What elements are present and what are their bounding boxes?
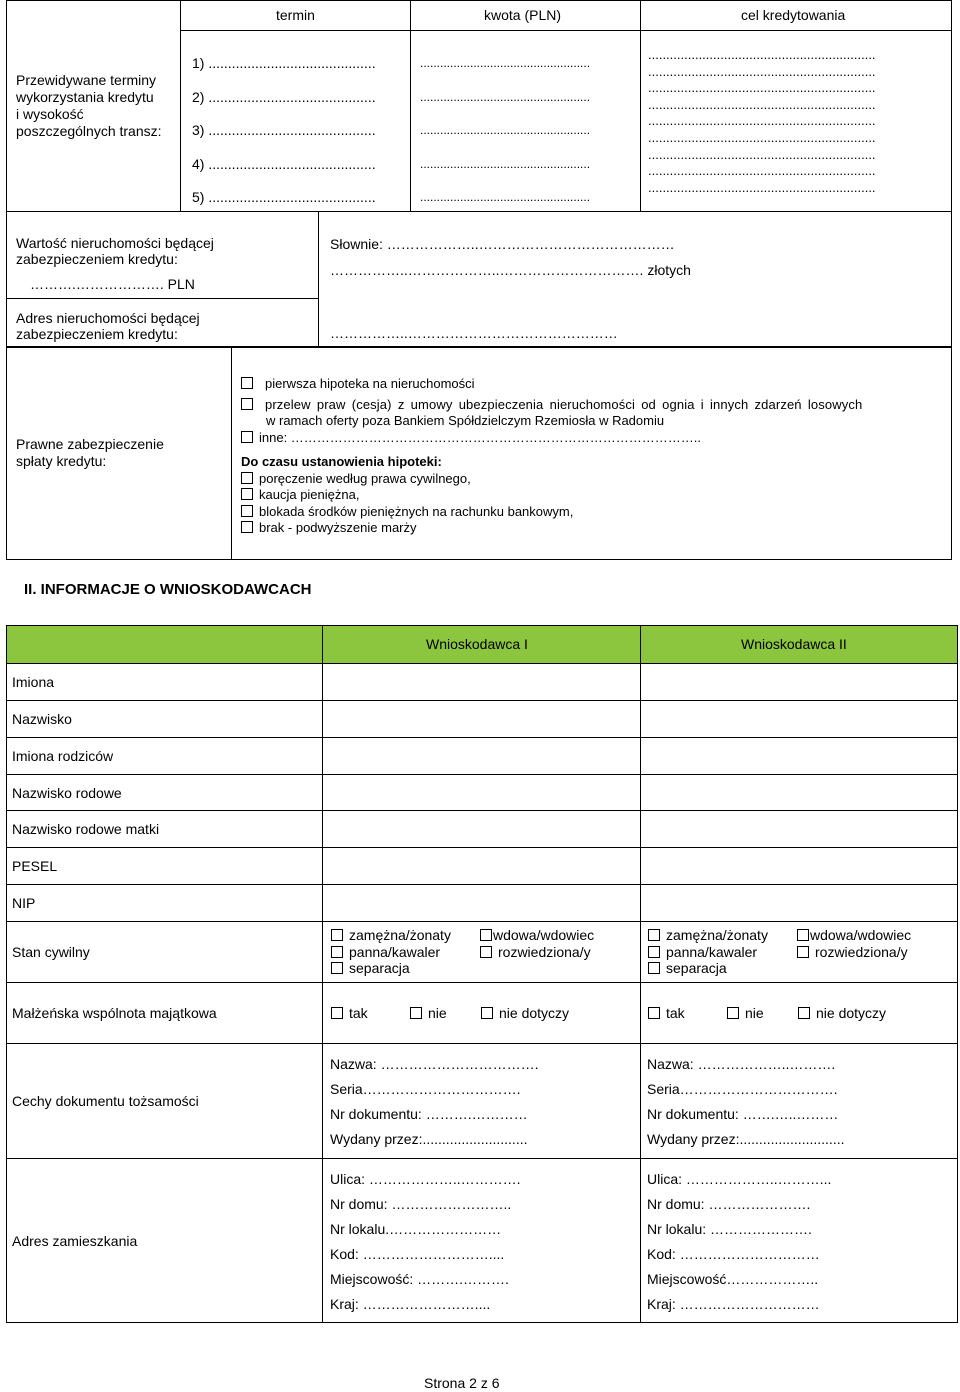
id-issuer-field-1[interactable]: Wydany przez:........................... (330, 1131, 528, 1147)
postal-code-field-1[interactable]: Kod: ……………………….... (330, 1246, 505, 1262)
checkbox-icon[interactable] (648, 929, 660, 941)
option-cession[interactable]: przelew praw (cesja) z umowy ubezpieczenia nieruchomości od ognia i innych zdarzeń losowych (241, 397, 862, 414)
cel-field-9[interactable]: ............................................................... (648, 179, 876, 195)
checkbox-icon[interactable] (480, 946, 492, 958)
regime-yes-2[interactable]: tak (648, 1005, 685, 1022)
street-field-1[interactable]: Ulica: ………………..…………. (330, 1171, 521, 1187)
postal-code-field-2[interactable]: Kod: ………………………… (647, 1246, 820, 1262)
termin-field-4[interactable]: 4) ........................................... (192, 155, 376, 172)
civil-married-2[interactable]: zamężna/żonaty (648, 927, 768, 944)
property-value-field[interactable]: ……….………………. PLN (30, 276, 195, 292)
cel-field-3[interactable]: ............................................................... (648, 80, 876, 96)
row-label-nip: NIP (12, 895, 36, 911)
regime-no-1[interactable]: nie (410, 1005, 447, 1022)
termin-field-5[interactable]: 5) ........................................... (192, 189, 376, 205)
checkbox-icon[interactable] (241, 505, 253, 517)
checkbox-icon[interactable] (241, 398, 253, 410)
row-label-stan-cywilny: Stan cywilny (12, 944, 90, 960)
civil-status-2 (648, 927, 768, 977)
checkbox-icon[interactable] (331, 946, 343, 958)
civil-status-1b (480, 927, 594, 960)
checkbox-icon[interactable] (481, 1007, 493, 1019)
interim-title: Do czasu ustanowienia hipoteki: (241, 454, 442, 469)
civil-single-1[interactable]: panna/kawaler (331, 944, 451, 961)
checkbox-icon[interactable] (798, 1007, 810, 1019)
kwota-field-2[interactable]: ................................................... (420, 89, 591, 104)
checkbox-icon[interactable] (331, 1007, 343, 1019)
id-number-field-1[interactable]: Nr dokumentu: ……….………… (330, 1106, 528, 1122)
checkbox-icon[interactable] (241, 377, 253, 389)
interim-guarantee[interactable]: poręczenie według prawa cywilnego, (241, 471, 862, 488)
city-field-1[interactable]: Miejscowość: ……….………. (330, 1271, 509, 1287)
street-field-2[interactable]: Ulica: ………………..………... (647, 1171, 832, 1187)
property-value-words[interactable]: Słownie: ………………..…………………………………… (330, 236, 675, 252)
civil-widowed-1[interactable]: wdowa/wdowiec (480, 927, 594, 944)
id-number-field-2[interactable]: Nr dokumentu: …….…..……… (647, 1106, 839, 1122)
id-fields-2 (647, 1052, 844, 1152)
house-number-field-1[interactable]: Nr domu: …………………….. (330, 1196, 512, 1212)
kwota-field-5[interactable]: ................................................... (420, 190, 591, 204)
checkbox-icon[interactable] (331, 962, 343, 974)
row-label-nazwisko-rodowe-matki: Nazwisko rodowe matki (12, 821, 160, 837)
termin-fields (192, 47, 376, 215)
country-field-1[interactable]: Kraj: …………………….... (330, 1296, 491, 1312)
security-options: pierwsza hipoteka na nieruchomości przelew praw (cesja) z umowy ubezpieczenia nieruchomości od ognia i innych zdarzeń losowych w ramach oferty poza Bankiem Spółdzielczym Rzemiosła w Radomiu inne: ………………………………………………………………………………….. Do czasu ustanowienia hipoteki: poręczenie według prawa cywilnego, kaucja pieniężna, blokada środków pieniężnych na rachunku bankowym, brak - podwyższenie marży (241, 376, 863, 535)
property-address-field[interactable]: ……………..……………………………………… (330, 325, 618, 341)
imiona-field-1[interactable] (323, 664, 639, 700)
regime-yes-1[interactable]: tak (331, 1005, 368, 1022)
city-field-2[interactable]: Miejscowość……………….. (647, 1271, 819, 1287)
applicant-2-header: Wnioskodawca II (741, 636, 847, 652)
checkbox-icon[interactable] (241, 431, 253, 443)
id-series-field-2[interactable]: Seria……………………………. (647, 1081, 838, 1097)
cel-field-2[interactable]: ............................................................... (648, 63, 876, 79)
civil-separated-2[interactable]: separacja (648, 960, 768, 977)
apartment-field-2[interactable]: Nr lokalu: …………………. (647, 1221, 812, 1237)
termin-field-2[interactable]: 2) ........................................... (192, 88, 376, 105)
header-termin: termin (276, 7, 315, 23)
checkbox-icon[interactable] (648, 962, 660, 974)
interim-block[interactable]: blokada środków pieniężnych na rachunku bankowym, (241, 504, 862, 521)
id-name-field-2[interactable]: Nazwa: ………………..………. (647, 1056, 836, 1072)
page-number: Strona 2 z 6 (424, 1375, 500, 1391)
address-fields-1 (330, 1167, 521, 1317)
row-label-imiona: Imiona (12, 674, 55, 690)
option-first-mortgage[interactable]: pierwsza hipoteka na nieruchomości (241, 376, 862, 393)
cel-fields (648, 47, 876, 196)
civil-married-1[interactable]: zamężna/żonaty (331, 927, 451, 944)
kwota-field-4[interactable]: ................................................... (420, 156, 591, 171)
security-label: Prawne zabezpieczenie spłaty kredytu: (16, 436, 164, 469)
cel-field-5[interactable]: ............................................................... (648, 113, 876, 129)
checkbox-icon[interactable] (480, 929, 492, 941)
civil-divorced-2[interactable]: rozwiedziona/y (797, 944, 911, 961)
cel-field-7[interactable]: ............................................................... (648, 146, 876, 162)
section-title: II. INFORMACJE O WNIOSKODAWCACH (24, 581, 312, 598)
kwota-field-3[interactable]: ................................................... (420, 123, 591, 137)
civil-status-2b (797, 927, 911, 960)
interim-margin[interactable]: brak - podwyższenie marży (241, 520, 862, 537)
property-value-label: Wartość nieruchomości będącej zabezpieczeniem kredytu: (16, 235, 214, 267)
regime-no-2[interactable]: nie (727, 1005, 764, 1022)
row-label-wspolnota: Małżeńska wspólnota majątkowa (12, 1005, 217, 1021)
tranches-label: Przewidywane terminy wykorzystania kredytu i wysokość poszczególnych transz: (16, 72, 162, 139)
civil-separated-1[interactable]: separacja (331, 960, 451, 977)
row-label-imiona-rodzicow: Imiona rodziców (12, 748, 114, 764)
kwota-field-1[interactable]: ................................................... (420, 56, 591, 70)
civil-status-1 (331, 927, 451, 977)
row-label-pesel: PESEL (12, 858, 58, 874)
termin-field-1[interactable]: 1) ........................................... (192, 55, 376, 71)
checkbox-icon[interactable] (797, 946, 809, 958)
regime-na-2[interactable]: nie dotyczy (798, 1005, 886, 1022)
applicant-1-header: Wnioskodawca I (426, 636, 528, 652)
checkbox-icon[interactable] (241, 521, 253, 533)
property-value-words-line2[interactable]: ……………..………………..…………………………. złotych (330, 262, 691, 278)
option-other[interactable]: inne: ………………………………………………………………………………….. (241, 430, 862, 447)
regime-na-1[interactable]: nie dotyczy (481, 1005, 569, 1022)
checkbox-icon[interactable] (241, 488, 253, 500)
kwota-fields (420, 47, 590, 215)
header-cel: cel kredytowania (741, 7, 846, 23)
checkbox-icon[interactable] (797, 929, 809, 941)
apartment-field-1[interactable]: Nr lokalu.…………………… (330, 1221, 502, 1237)
civil-single-2[interactable]: panna/kawaler (648, 944, 768, 961)
checkbox-icon[interactable] (241, 472, 253, 484)
imiona-field-2[interactable] (641, 664, 957, 700)
civil-divorced-1[interactable]: rozwiedziona/y (480, 944, 594, 961)
cel-field-6[interactable]: ............................................................... (648, 129, 876, 145)
id-issuer-field-2[interactable]: Wydany przez:........................... (647, 1131, 845, 1147)
row-label-dokument: Cechy dokumentu tożsamości (12, 1093, 199, 1109)
checkbox-icon[interactable] (648, 946, 660, 958)
row-label-nazwisko: Nazwisko (12, 711, 72, 727)
cel-field-1[interactable]: ............................................................... (648, 47, 876, 62)
checkbox-icon[interactable] (727, 1007, 739, 1019)
id-name-field-1[interactable]: Nazwa: ……………………………. (330, 1056, 539, 1072)
cel-field-8[interactable]: ............................................................... (648, 163, 876, 179)
id-series-field-1[interactable]: Seria……………………………. (330, 1081, 521, 1097)
property-address-label: Adres nieruchomości będącej zabezpieczeniem kredytu: (16, 310, 200, 342)
address-fields-2 (647, 1167, 831, 1317)
row-label-nazwisko-rodowe: Nazwisko rodowe (12, 785, 122, 801)
checkbox-icon[interactable] (410, 1007, 422, 1019)
interim-deposit[interactable]: kaucja pieniężna, (241, 487, 862, 504)
country-field-2[interactable]: Kraj: ………………………… (647, 1296, 820, 1312)
checkbox-icon[interactable] (331, 929, 343, 941)
row-label-adres: Adres zamieszkania (12, 1233, 138, 1249)
house-number-field-2[interactable]: Nr domu: …………………. (647, 1196, 811, 1212)
id-fields-1 (330, 1052, 538, 1152)
header-kwota: kwota (PLN) (484, 7, 562, 23)
civil-widowed-2[interactable]: wdowa/wdowiec (797, 927, 911, 944)
termin-field-3[interactable]: 3) ........................................... (192, 122, 376, 138)
cel-field-4[interactable]: ............................................................... (648, 96, 876, 112)
checkbox-icon[interactable] (648, 1007, 660, 1019)
